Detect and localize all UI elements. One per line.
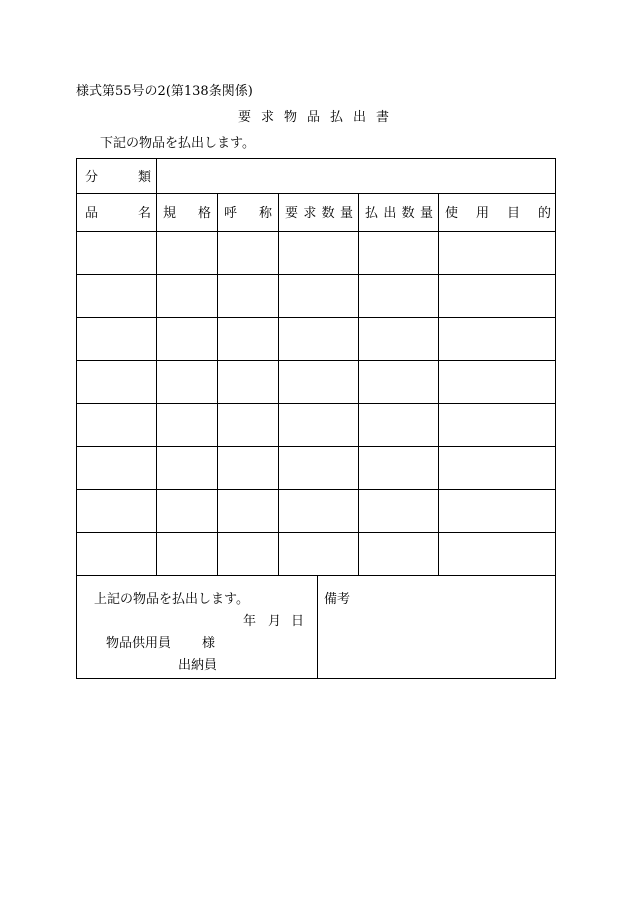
category-label: 分 類 xyxy=(85,170,151,185)
cashier-label: 出納員 xyxy=(178,658,218,673)
header-issued-qty: 払 出 数 量 xyxy=(365,206,433,221)
approval-section xyxy=(76,575,556,679)
header-item-name: 品 名 xyxy=(85,206,151,221)
document-title: 要求物品払出書 xyxy=(238,110,400,125)
header-spec: 規 格 xyxy=(163,206,211,221)
intro-text: 下記の物品を払出します。 xyxy=(100,136,255,151)
issue-statement: 上記の物品を払出します。 xyxy=(94,592,249,607)
header-purpose: 使 用 目 的 xyxy=(445,206,551,221)
remarks-label: 備考 xyxy=(324,592,351,607)
recipient-label: 物品供用員 xyxy=(106,636,172,651)
request-table xyxy=(76,158,556,576)
date-day-label: 日 xyxy=(291,614,305,629)
header-designation: 呼 称 xyxy=(224,206,272,221)
header-requested-qty: 要 求 数 量 xyxy=(285,206,353,221)
honorific-label: 様 xyxy=(202,636,216,651)
date-month-label: 月 xyxy=(268,614,282,629)
form-reference: 様式第55号の2(第138条関係) xyxy=(76,84,253,99)
date-year-label: 年 xyxy=(243,614,257,629)
